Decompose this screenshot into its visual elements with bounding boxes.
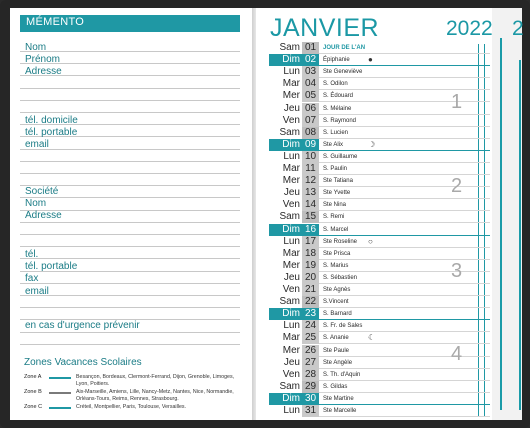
day-rule-line (319, 416, 490, 417)
day-name: Ven (282, 199, 300, 210)
ruled-line (20, 307, 240, 308)
day-number: 28 (302, 369, 319, 381)
ruled-line (20, 149, 240, 150)
day-saint: Ste Geneviève (323, 69, 363, 75)
moon-phase-icon: ○ (368, 237, 373, 246)
day-saint: S. Barnard (323, 311, 352, 317)
day-saint: Ste Angèle (323, 360, 353, 366)
day-row (269, 54, 490, 66)
day-name: Sam (279, 127, 300, 138)
day-number: 30 (302, 393, 319, 405)
day-saint: Épiphanie (323, 57, 350, 63)
month-title: JANVIER (270, 14, 380, 42)
day-name: Jeu (283, 272, 300, 283)
day-row (269, 66, 490, 78)
day-name: Jeu (283, 357, 300, 368)
day-row (269, 199, 490, 211)
day-name: Lun (283, 151, 300, 162)
day-number: 13 (302, 187, 319, 199)
day-name: Jeu (283, 103, 300, 114)
day-saint: S.Vincent (323, 299, 349, 305)
day-saint: S. Fr. de Sales (323, 323, 363, 329)
day-saint: S. Marcel (323, 227, 349, 233)
day-name: Dim (269, 393, 302, 405)
zone-name: Zone B (24, 389, 42, 395)
day-name: Sam (279, 211, 300, 222)
day-saint: Ste Alix (323, 142, 344, 148)
day-number: 02 (302, 54, 319, 66)
day-row (269, 369, 490, 381)
day-number: 21 (302, 284, 319, 296)
day-saint: Ste Prisca (323, 251, 351, 257)
day-saint: S. Odilon (323, 81, 348, 87)
day-number: 03 (302, 66, 319, 78)
day-row (269, 308, 490, 320)
day-saint: S. Sébastien (323, 275, 358, 281)
day-saint: S. Ananie (323, 335, 349, 341)
day-number: 26 (302, 345, 319, 357)
day-number: 11 (302, 163, 319, 175)
month-tabs-area (492, 8, 522, 420)
day-name: Dim (269, 224, 302, 236)
year-title: 2022 (446, 17, 493, 40)
day-number: 12 (302, 175, 319, 187)
day-row (269, 115, 490, 127)
day-name: Sam (279, 296, 300, 307)
memento-field-label: Adresse (25, 66, 62, 77)
zone-cities: Besançon, Bordeaux, Clermont-Ferrand, Dijon, Grenoble, Limoges, Lyon, Poitiers. (76, 374, 235, 387)
memento-field-label: email (25, 139, 49, 150)
memento-field-label: Nom (25, 198, 47, 209)
day-number: 19 (302, 260, 319, 272)
day-number: 22 (302, 296, 319, 308)
day-name: Sam (279, 381, 300, 392)
zone-color-bar (49, 377, 71, 379)
day-row (269, 296, 490, 308)
day-saint: S. Remi (323, 214, 345, 220)
day-row (269, 127, 490, 139)
day-number: 10 (302, 151, 319, 163)
zones-title: Zones Vacances Scolaires (24, 357, 142, 368)
day-number: 06 (302, 103, 319, 115)
day-row (269, 224, 490, 236)
ruled-line (20, 112, 240, 113)
day-name: Lun (283, 320, 300, 331)
memento-field-label: Nom (25, 42, 47, 53)
day-saint: S. Th. d'Aquin (323, 372, 361, 378)
day-row (269, 78, 490, 90)
day-saint: S. Paulin (323, 166, 348, 172)
day-number: 17 (302, 236, 319, 248)
day-saint: Ste Agnès (323, 287, 351, 293)
month-tab-line (500, 38, 502, 410)
day-name: Mar (282, 332, 300, 343)
ruled-line (20, 283, 240, 284)
ruled-line (20, 234, 240, 235)
day-row (269, 151, 490, 163)
zone-name: Zone C (24, 404, 43, 410)
ruled-line (20, 100, 240, 101)
day-number: 24 (302, 320, 319, 332)
zone-cities: Créteil, Montpellier, Paris, Toulouse, Versailles. (76, 404, 187, 410)
day-saint: S. Marius (323, 263, 349, 269)
day-saint: Ste Martine (323, 396, 354, 402)
day-row (269, 42, 490, 54)
ruled-line (20, 173, 240, 174)
day-row (269, 211, 490, 223)
day-number: 09 (302, 139, 319, 151)
year-edge: 2 (512, 17, 524, 40)
moon-phase-icon: ● (368, 55, 373, 64)
day-saint: JOUR DE L'AN (323, 45, 366, 51)
day-saint: S. Gildas (323, 384, 348, 390)
day-name: Mar (282, 248, 300, 259)
day-name: Dim (269, 54, 302, 66)
moon-phase-icon: ☾ (368, 333, 376, 342)
week-number: 4 (451, 343, 463, 365)
ruled-line (20, 344, 240, 345)
day-saint: S. Lucien (323, 130, 349, 136)
day-number: 01 (302, 42, 319, 54)
memento-field-label: fax (25, 273, 39, 284)
day-number: 31 (302, 405, 319, 417)
day-number: 18 (302, 248, 319, 260)
moon-phase-icon: ☽ (368, 140, 376, 149)
day-saint: S. Guillaume (323, 154, 358, 160)
day-name: Dim (269, 139, 302, 151)
day-saint: Ste Tatiana (323, 178, 353, 184)
day-row (269, 248, 490, 260)
memento-field-label: Prénom (25, 54, 61, 65)
day-name: Dim (269, 308, 302, 320)
day-number: 08 (302, 127, 319, 139)
day-row (269, 163, 490, 175)
day-number: 20 (302, 272, 319, 284)
day-name: Lun (283, 66, 300, 77)
day-name: Mer (282, 90, 300, 101)
day-name: Mer (282, 260, 300, 271)
ruled-line (20, 222, 240, 223)
day-row (269, 393, 490, 405)
memento-field-label: tél. portable (25, 127, 78, 138)
zone-color-bar (49, 407, 71, 409)
zone-color-bar (49, 392, 71, 394)
day-rule-line (319, 222, 490, 223)
day-row (269, 139, 490, 151)
ruled-line (20, 258, 240, 259)
day-name: Ven (282, 115, 300, 126)
day-rule-line (319, 101, 490, 102)
day-number: 23 (302, 308, 319, 320)
memento-field-label: Société (25, 186, 59, 197)
day-name: Jeu (283, 187, 300, 198)
week-number: 1 (451, 91, 463, 113)
month-tab-line (519, 60, 521, 410)
day-number: 14 (302, 199, 319, 211)
memento-field-label: tél. domicile (25, 115, 78, 126)
day-rule-line (319, 343, 490, 344)
ruled-line (20, 88, 240, 89)
day-row (269, 405, 490, 417)
day-number: 25 (302, 332, 319, 344)
memento-field-label: email (25, 286, 49, 297)
day-name: Mar (282, 78, 300, 89)
ruled-line (20, 246, 240, 247)
ruled-line (20, 295, 240, 296)
day-number: 29 (302, 381, 319, 393)
day-name: Ven (282, 284, 300, 295)
memento-field-label: Adresse (25, 210, 62, 221)
ruled-line (20, 51, 240, 52)
day-number: 27 (302, 357, 319, 369)
day-saint: Ste Paule (323, 348, 350, 354)
day-saint: S. Raymond (323, 118, 357, 124)
day-name: Lun (283, 236, 300, 247)
day-row (269, 381, 490, 393)
ruled-line (20, 197, 240, 198)
memento-field-label: tél. (25, 249, 39, 260)
day-row (269, 320, 490, 332)
zone-cities: Aix-Marseille, Amiens, Lille, Nancy-Metz, Nantes, Nice, Normandie, Orléans-Tours, Reims, Rennes, Strasbourg. (76, 389, 234, 402)
day-saint: Ste Yvette (323, 190, 351, 196)
day-name: Mar (282, 163, 300, 174)
day-number: 16 (302, 224, 319, 236)
day-name: Mer (282, 175, 300, 186)
day-number: 07 (302, 115, 319, 127)
memento-field-label: tél. portable (25, 261, 78, 272)
ruled-line (20, 161, 240, 162)
day-saint: Ste Marcelle (323, 408, 357, 414)
day-saint: Ste Roseline (323, 239, 358, 245)
day-number: 05 (302, 90, 319, 102)
week-number: 3 (451, 260, 463, 282)
week-number: 2 (451, 175, 463, 197)
day-name: Sam (279, 42, 300, 53)
memento-title: MÉMENTO (26, 16, 85, 28)
emergency-label: en cas d'urgence prévenir (25, 320, 140, 331)
ruled-line (20, 332, 240, 333)
day-name: Ven (282, 369, 300, 380)
zone-name: Zone A (24, 374, 42, 380)
day-name: Mer (282, 345, 300, 356)
day-name: Lun (283, 405, 300, 416)
day-saint: S. Édouard (323, 93, 354, 99)
day-number: 04 (302, 78, 319, 90)
day-row (269, 236, 490, 248)
day-saint: S. Mélaine (323, 106, 352, 112)
day-number: 15 (302, 211, 319, 223)
day-row (269, 284, 490, 296)
day-saint: Ste Nina (323, 202, 347, 208)
